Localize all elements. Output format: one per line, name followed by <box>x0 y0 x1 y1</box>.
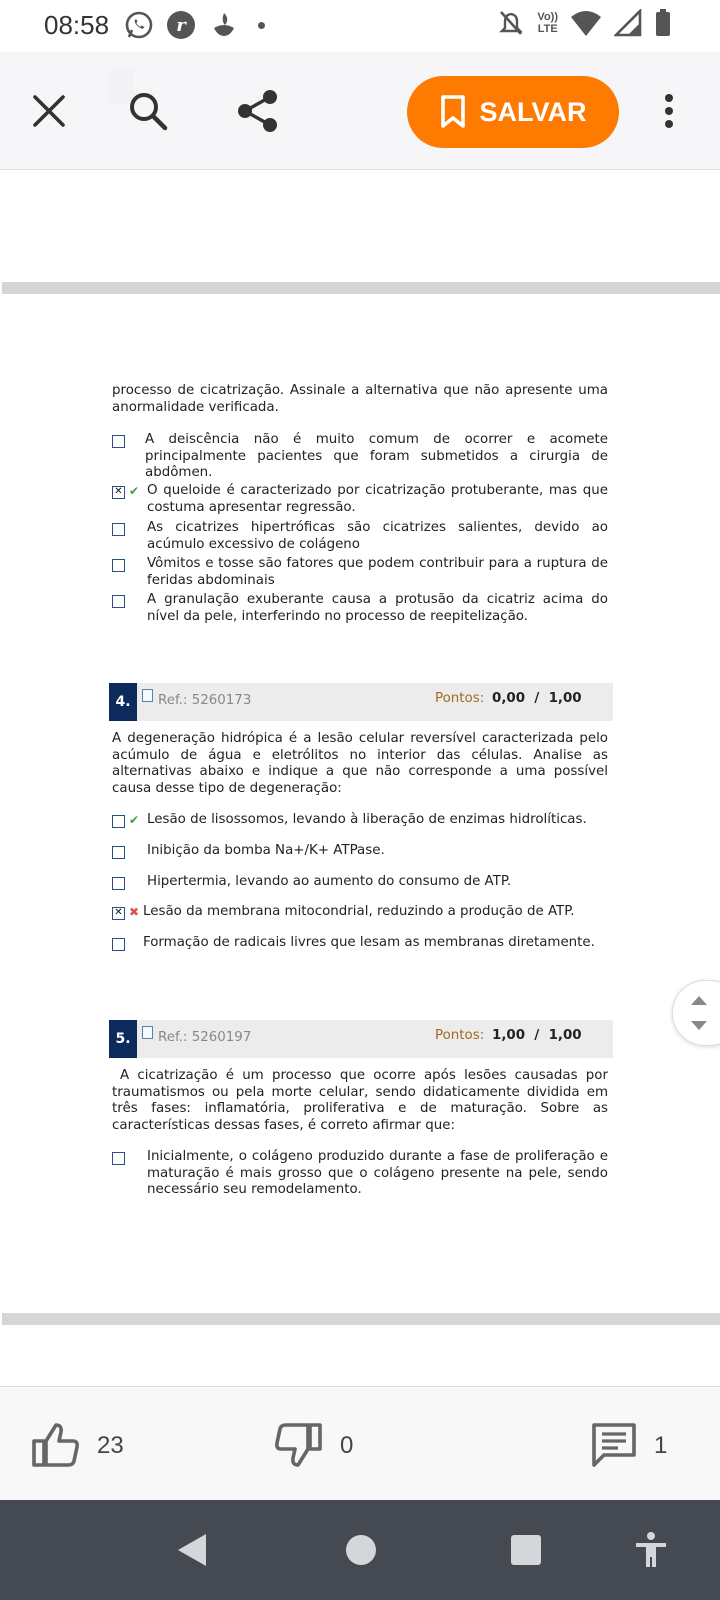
save-button[interactable] <box>407 76 619 148</box>
points-label: Pontos: <box>435 691 485 706</box>
question-5-header <box>109 1020 613 1058</box>
checkbox[interactable] <box>112 938 125 951</box>
q3-option-4[interactable] <box>112 556 608 589</box>
question-number: 4. <box>109 683 137 721</box>
scroll-up-down-button[interactable] <box>672 980 720 1046</box>
wifi-icon <box>570 9 602 37</box>
recents-icon[interactable] <box>510 1534 542 1566</box>
question-4-header <box>109 683 613 721</box>
checkbox[interactable] <box>112 559 125 572</box>
more-notifications-dot <box>258 22 265 29</box>
checkbox-checked[interactable]: ✕ <box>112 907 125 920</box>
accessibility-icon[interactable] <box>634 1532 668 1568</box>
volte-label: Vo)) <box>537 11 558 23</box>
checkbox[interactable] <box>112 846 125 859</box>
checkbox[interactable] <box>112 1152 125 1165</box>
option-text: O queloide é caracterizado por cicatrização protuberante, mas que costuma apresentar regressão. <box>147 483 608 515</box>
save-button-label: SALVAR <box>479 96 587 127</box>
dislike-button[interactable] <box>274 1423 324 1473</box>
thumbs-down-icon <box>274 1423 324 1469</box>
close-icon <box>32 94 66 128</box>
share-icon <box>237 89 279 133</box>
share-button[interactable] <box>231 84 285 138</box>
question-3-text: processo de cicatrização. Assinale a alternativa que não apresente uma anormalidade verificada. <box>112 383 608 415</box>
question-5-text: A cicatrização é um processo que ocorre após lesões causadas por traumatismos ou pela morte celular, sendo didaticamente dividida em três fases: inflamatória, proliferativa e de maturação. Sobre as características dessas fases, é correto afirmar que: <box>112 1068 608 1133</box>
thumbs-up-icon <box>30 1421 82 1469</box>
option-text: Inibição da bomba Na+/K+ ATPase. <box>147 843 385 858</box>
like-count: 23 <box>97 1432 124 1459</box>
bottom-action-bar <box>0 1386 720 1500</box>
document-icon <box>142 689 153 702</box>
q4-option-1[interactable] <box>112 812 608 829</box>
checkbox[interactable] <box>112 523 125 536</box>
checkbox[interactable] <box>112 815 125 828</box>
wrong-x-icon: ✖ <box>128 905 140 919</box>
option-text: A granulação exuberante causa a protusão da cicatriz acima do nível da pele, interferindo no processo de reepitelização. <box>147 592 608 624</box>
correct-check-icon: ✔ <box>128 813 140 827</box>
q4-option-5[interactable] <box>112 935 608 952</box>
page-separator <box>2 282 720 294</box>
checkbox-checked[interactable]: ✕ <box>112 486 125 499</box>
checkbox[interactable] <box>112 435 125 448</box>
q3-option-3[interactable] <box>112 520 608 553</box>
checkbox[interactable] <box>112 877 125 890</box>
bookmark-icon <box>440 95 466 129</box>
whatsapp-icon <box>124 10 154 40</box>
option-text: As cicatrizes hipertróficas são cicatrizes salientes, devido ao acúmulo excessivo de colágeno <box>147 520 608 552</box>
option-text: Lesão de lisossomos, levando à liberação de enzimas hidrolíticas. <box>147 812 587 827</box>
option-text: A deiscência não é muito comum de ocorrer e acomete principalmente pacientes que foram submetidos a cirurgia de abdômen. <box>145 432 608 480</box>
q4-option-2[interactable] <box>112 843 608 860</box>
search-icon <box>128 91 168 131</box>
like-button[interactable] <box>30 1421 82 1473</box>
q3-option-1[interactable] <box>112 432 608 482</box>
signal-icon <box>614 9 642 37</box>
document-icon <box>142 1026 153 1039</box>
option-text: Formação de radicais livres que lesam as membranas diretamente. <box>143 935 595 950</box>
back-icon[interactable] <box>176 1532 208 1568</box>
points-value: 0,00 / 1,00 <box>492 691 582 706</box>
q3-option-2[interactable] <box>112 483 608 516</box>
lte-label: LTE <box>537 23 558 35</box>
q4-option-4[interactable] <box>112 904 608 921</box>
option-text: Hipertermia, levando ao aumento do consumo de ATP. <box>147 874 512 889</box>
status-bar <box>0 0 720 52</box>
question-number: 5. <box>109 1020 137 1058</box>
points-label: Pontos: <box>435 1028 485 1043</box>
q3-option-5[interactable] <box>112 592 608 625</box>
option-text: Inicialmente, o colágeno produzido durante a fase de proliferação e maturação é mais grosso que o colágeno presente na pele, sendo necessário seu remodelamento. <box>147 1149 608 1197</box>
points-value: 1,00 / 1,00 <box>492 1028 582 1043</box>
santander-icon <box>208 10 240 40</box>
question-4-text: A degeneração hidrópica é a lesão celular reversível caracterizada pelo acúmulo de água e eletrólitos no interior das células. Analise as alternativas abaixo e indique a que não corresponde a uma possível causa desse tipo de degeneração: <box>112 731 608 796</box>
system-icons <box>497 8 672 38</box>
checkbox[interactable] <box>112 595 125 608</box>
chevron-up-icon <box>689 993 709 1007</box>
svg-text:r: r <box>176 15 186 36</box>
question-ref: Ref.: 5260197 <box>158 1030 252 1045</box>
dislike-count: 0 <box>340 1432 354 1459</box>
comment-count: 1 <box>654 1432 668 1459</box>
comment-icon <box>590 1421 638 1469</box>
top-toolbar <box>0 52 720 170</box>
battery-icon <box>654 8 672 38</box>
page-separator <box>2 1313 720 1325</box>
home-icon[interactable] <box>345 1534 377 1566</box>
close-button[interactable] <box>22 84 76 138</box>
system-navigation-bar <box>0 1500 720 1600</box>
comment-button[interactable] <box>590 1421 638 1473</box>
notification-icons <box>124 10 265 40</box>
chevron-down-icon <box>689 1019 709 1033</box>
volte-lte-icon <box>537 11 558 35</box>
r-app-icon <box>166 10 196 40</box>
option-text: Vômitos e tosse são fatores que podem contribuir para a ruptura de feridas abdominais <box>147 556 608 588</box>
search-button[interactable] <box>121 84 175 138</box>
q5-option-1[interactable] <box>112 1149 608 1199</box>
question-ref: Ref.: 5260173 <box>158 693 252 708</box>
status-time: 08:58 <box>44 10 110 40</box>
correct-check-icon: ✔ <box>128 484 140 498</box>
mute-bell-icon <box>497 8 525 38</box>
option-text: Lesão da membrana mitocondrial, reduzindo a produção de ATP. <box>143 904 575 919</box>
more-options-button[interactable] <box>642 84 696 138</box>
more-vertical-icon <box>664 93 674 129</box>
q4-option-3[interactable] <box>112 874 608 891</box>
